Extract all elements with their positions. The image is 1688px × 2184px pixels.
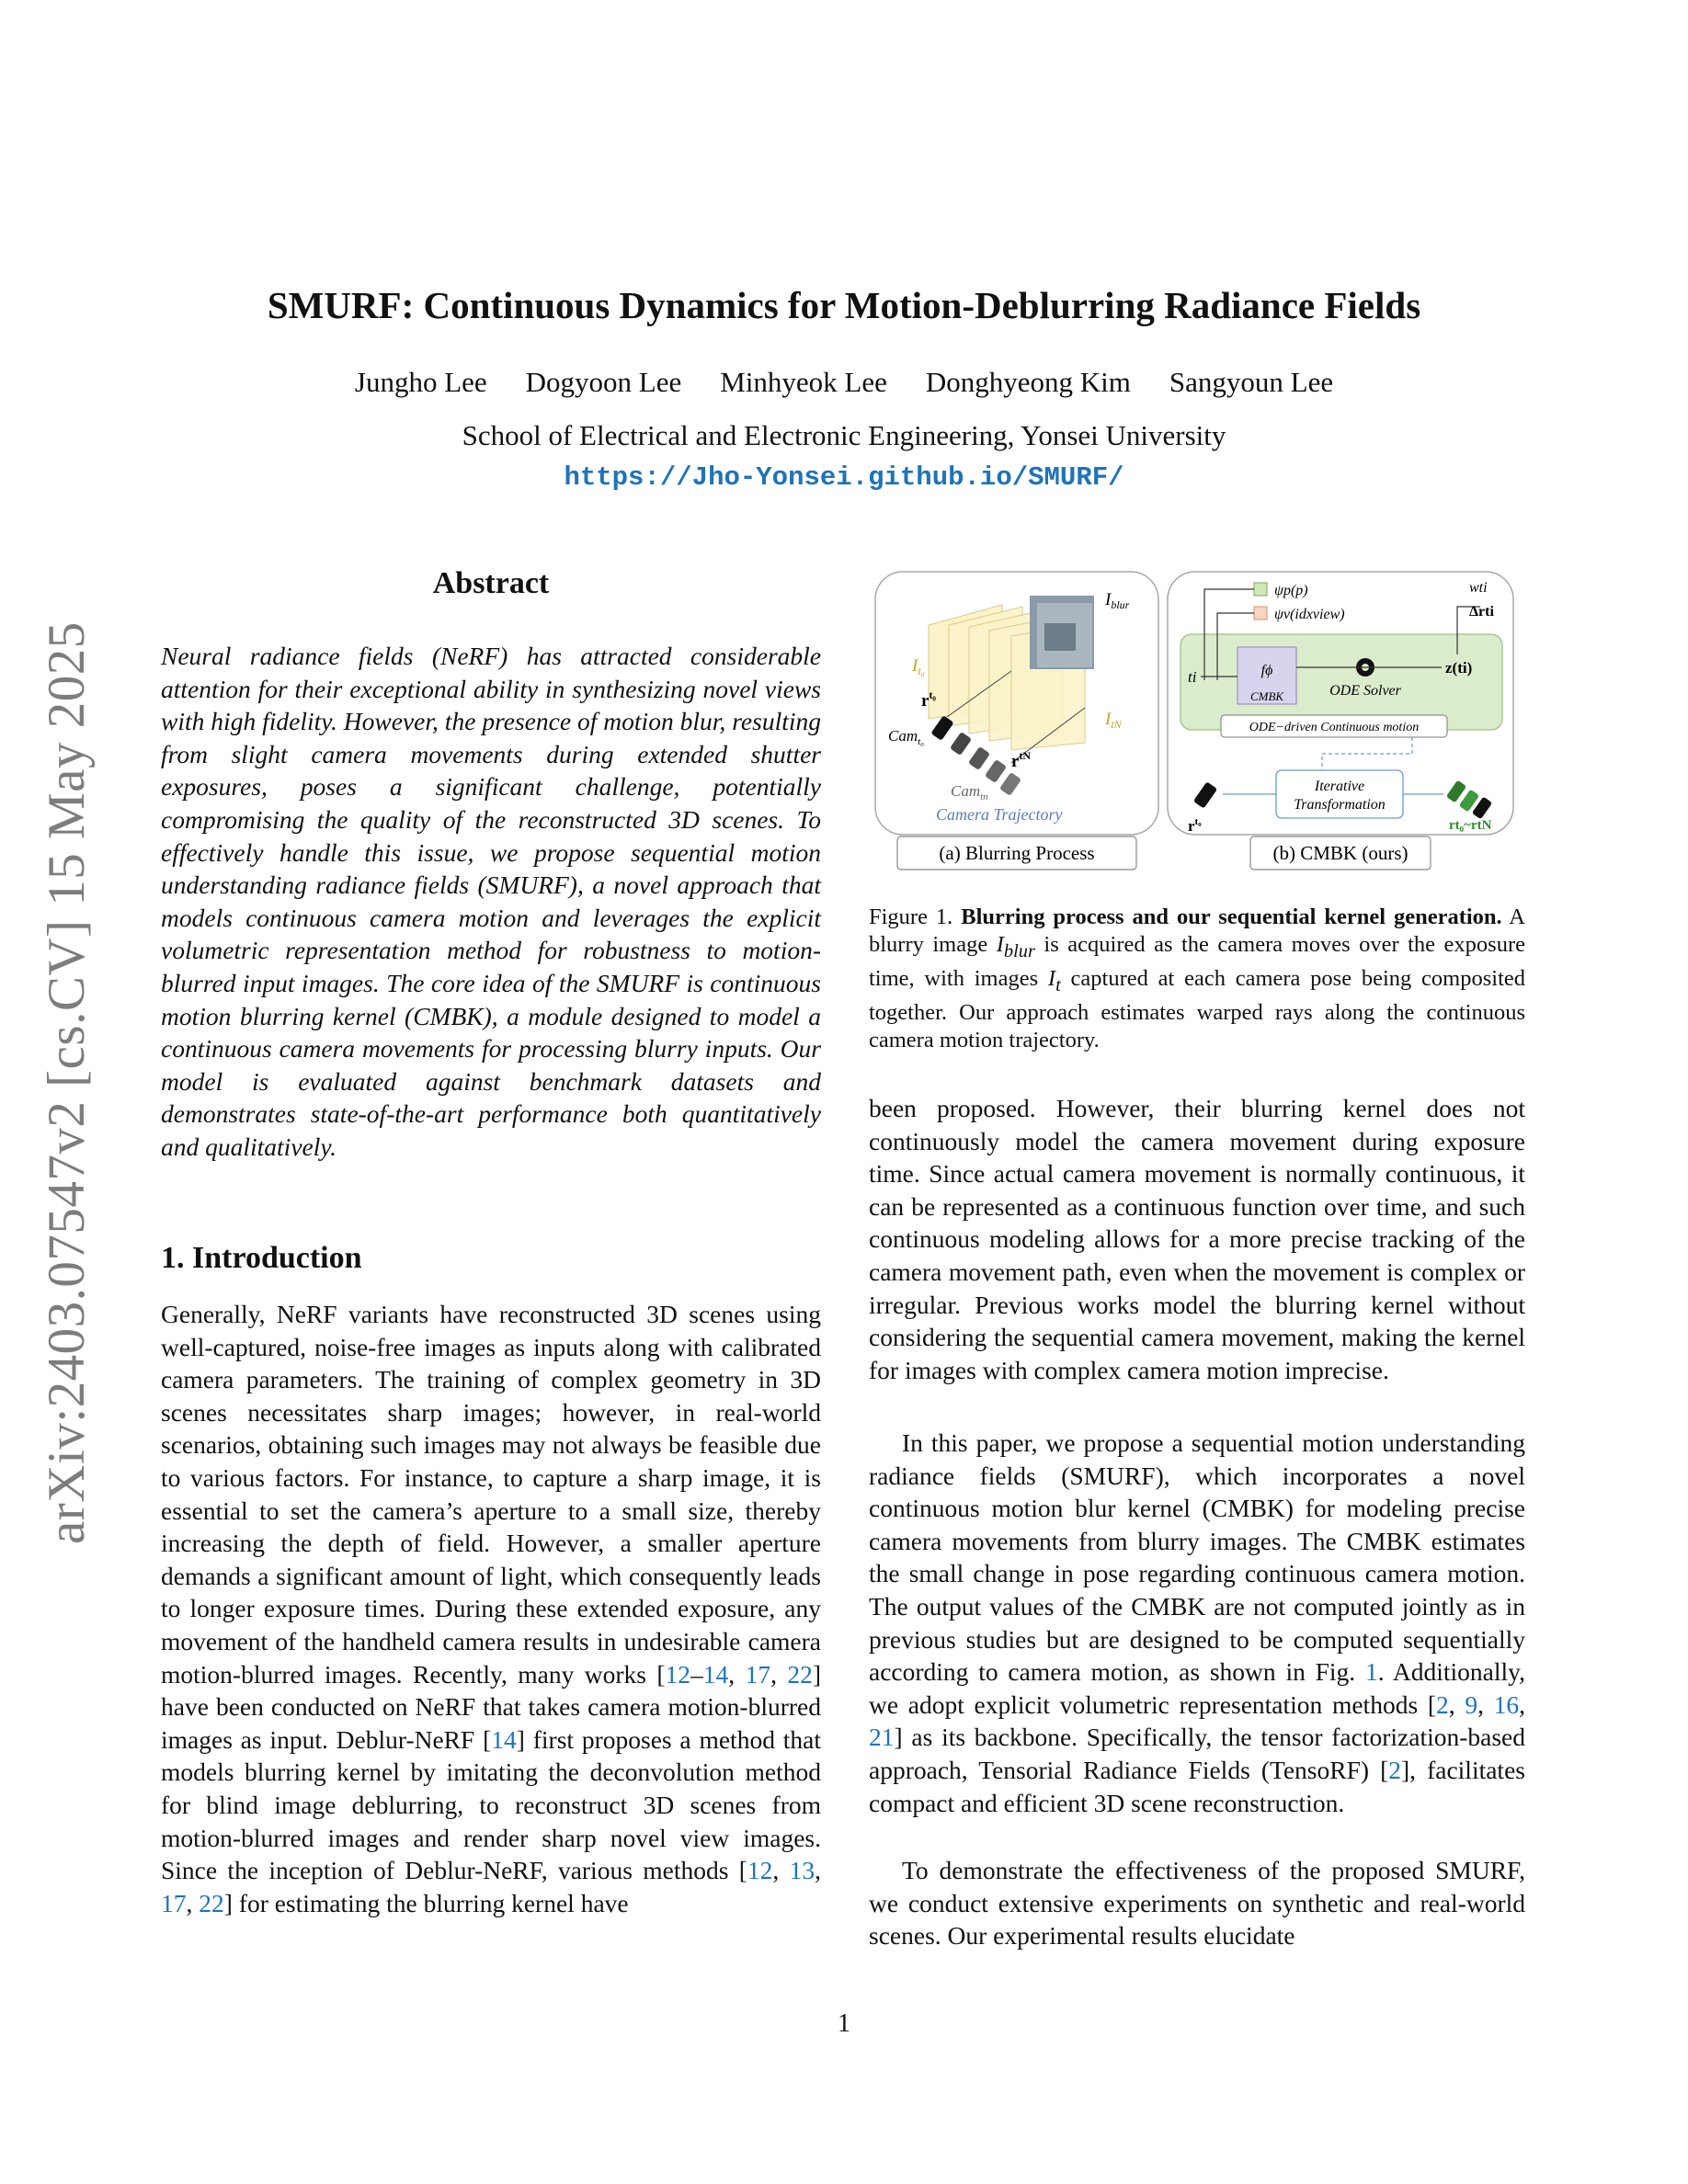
r-range-label: rt₀~rtN: [1449, 818, 1492, 833]
camera-trajectory-label: Camera Trajectory: [936, 805, 1063, 824]
intro-text-segment: ] have been conducted on NeRF that takes camera motion-blurred images as input. Deblur-NeRF [: [161, 1659, 822, 1754]
citation-link[interactable]: 9: [1465, 1689, 1478, 1719]
caption-math: I: [1047, 965, 1056, 991]
caption-math: I: [996, 932, 1004, 957]
arxiv-stamp: arXiv:2403.07547v2 [cs.CV] 15 May 2025: [38, 621, 96, 1544]
delta-r-label: Δrti: [1469, 604, 1494, 620]
citation-dash: –: [690, 1659, 703, 1689]
project-url-link[interactable]: https://Jho-Yonsei.github.io/SMURF/: [564, 462, 1124, 493]
author: Dogyoon Lee: [525, 366, 682, 398]
intro-text-segment: ] for estimating the blurring kernel have: [223, 1888, 629, 1917]
cmbk-label: CMBK: [1249, 689, 1284, 703]
citation-link[interactable]: 14: [491, 1724, 517, 1754]
citation-link[interactable]: 2: [1436, 1689, 1449, 1719]
citation-link[interactable]: 21: [869, 1723, 895, 1752]
cam-t0-label: Cam$_{t_0}$: [888, 727, 925, 747]
abstract-heading: Abstract: [432, 566, 550, 600]
citation-link[interactable]: 22: [787, 1659, 813, 1689]
cam-tn-label: Cam$_{tn}$: [951, 782, 988, 802]
panel-b-label: (b) CMBK (ours): [1272, 842, 1409, 864]
caption-label: Figure 1.: [869, 904, 953, 929]
figure-1: [873, 570, 1517, 878]
paper-title: SMURF: Continuous Dynamics for Motion-Deblurring Radiance Fields: [267, 284, 1421, 326]
page-number: 1: [838, 2009, 850, 2038]
author: Jungho Lee: [354, 366, 487, 398]
citation-link[interactable]: 17: [745, 1659, 771, 1689]
figure-1-caption: [869, 904, 1525, 1054]
figure-ref-link[interactable]: 1: [1364, 1657, 1378, 1687]
citation-link[interactable]: 16: [1493, 1689, 1520, 1719]
iterative-label: Iterative: [1314, 779, 1365, 794]
author: Donghyeong Kim: [925, 366, 1131, 398]
caption-text: captured at each camera pose being composited together. Our approach estimates warped rays along the continuous camera motion trajectory.: [869, 965, 1526, 1052]
citation-link[interactable]: 14: [702, 1659, 729, 1689]
author-list: [0, 366, 1688, 399]
i-tn-label: $I_{tN}$: [1105, 710, 1122, 731]
right-paragraph-2: In this paper, we propose a sequential motion understanding radiance fields (SMURF), which incorporates a novel continuous motion blur kernel (CMBK) for modeling precise camera movements from blurry images. The CMBK estimates the small change in pose regarding continuous camera motion. The output values of the CMBK are not computed jointly as in previous studies but are designed to be computed sequentially according to camera motion, as shown in Fig. 1. Additionally, we adopt explicit volumetric representation methods [2, 9, 16, 21] as its backbone. Specifically, the tensor factorization-based approach, Tensorial Radiance Fields (TensoRF) [2], facilitates compact and efficient 3D scene reconstruction.: [869, 1428, 1525, 1817]
i-t0-label: $I_{t_0}$: [912, 656, 925, 677]
r-t0-b-label: $r^{t_0}$: [1188, 816, 1202, 835]
caption-text: A blurry image: [869, 904, 1525, 957]
abstract-text: Neural radiance fields (NeRF) has attracted considerable attention for their exceptional ability in synthesizing novel views with high fidelity. However, the presence of motion blur, resulting from slight camera movements during extended shutter exposures, poses a significant challenge, potentially compromising the quality of the reconstructed 3D scenes. To effectively handle this issue, we propose sequential motion understanding radiance fields (SMURF), a novel approach that models continuous camera motion and leverages the explicit volumetric representation method for robustness to motion-blurred input images. The core idea of the SMURF is continuous motion blurring kernel (CMBK), a module designed to model a continuous camera movements for processing blurry inputs. Our model is evaluated against benchmark datasets and demonstrates state-of-the-art performance both quantitatively and qualitatively.: [161, 642, 821, 1161]
citation-link[interactable]: 17: [161, 1888, 187, 1917]
cube-icon: [1254, 607, 1267, 620]
r-tn-label: $r^{tN}$: [1011, 749, 1032, 771]
citation-link[interactable]: 22: [199, 1888, 224, 1917]
cube-icon: [1254, 583, 1267, 596]
blurry-image: [1030, 596, 1094, 669]
caption-math-sub: blur: [1003, 940, 1035, 961]
citation-link[interactable]: 2: [1388, 1755, 1402, 1784]
intro-paragraph: Generally, NeRF variants have reconstructed 3D scenes using well-captured, noise-free images as inputs along with calibrated camera parameters. The training of complex geometry in 3D scenes necessitates sharp images; however, in real-world scenarios, obtaining such images may not always be feasible due to various factors. For instance, to capture a sharp image, it is essential to set the camera’s aperture to a small size, thereby increasing the depth of field. However, a smaller aperture demands a significant amount of light, which consequently leads to longer exposure times. During these extended exposure, any movement of the handheld camera results in undesirable camera motion-blurred images. Recently, many works [12–14, 17, 22] have been conducted on NeRF that takes camera motion-blurred images as input. Deblur-NeRF [14] first proposes a method that models blurring kernel by imitating the deconvolution method for blind image deblurring, to reconstruct 3D scenes from motion-blurred images and render sharp novel view images. Since the inception of Deblur-NeRF, various methods [12, 13, 17, 22] for estimating the blurring kernel have: [161, 1300, 822, 1917]
psi-v-label: ψv(idxview): [1274, 607, 1345, 622]
caption-math-sub: t: [1055, 974, 1061, 995]
citation-link[interactable]: 12: [665, 1659, 691, 1689]
right-text-segment: . Additionally, we adopt explicit volumetric representation methods [: [869, 1657, 1525, 1719]
right-text-segment: ] as its backbone. Specifically, the tensor factorization-based approach, Tensorial Radiance Fields (TensoRF) [: [869, 1723, 1525, 1784]
transformation-label: Transformation: [1294, 797, 1386, 813]
author: Sangyoun Lee: [1169, 366, 1334, 398]
right-text-segment: ], facilitates compact and efficient 3D scene reconstruction.: [869, 1755, 1525, 1817]
citation-link[interactable]: 12: [747, 1856, 773, 1885]
citation-link[interactable]: 13: [789, 1856, 815, 1885]
affiliation: School of Electrical and Electronic Engineering, Yonsei University: [462, 419, 1226, 451]
figure-1-diagram: [873, 570, 1517, 878]
f-phi-label: fϕ: [1260, 663, 1273, 678]
caption-bold: Blurring process and our sequential kernel generation.: [961, 904, 1502, 929]
ode-label: ODE−driven Continuous motion: [1249, 721, 1420, 734]
caption-text: is acquired as the camera moves over the exposure time, with images: [869, 932, 1525, 991]
t-i-label: ti: [1188, 668, 1197, 686]
author: Minhyeok Lee: [720, 366, 887, 398]
intro-heading: 1. Introduction: [161, 1241, 362, 1275]
right-paragraph-1: been proposed. However, their blurring kernel does not continuously model the camera movement during exposure time. Since actual camera movement is normally continuous, it can be represented as a continuous function over time, and such continuous modeling allows for a more precise tracking of the camera movement path, even when the movement is complex or irregular. Previous works model the blurring kernel without considering the sequential camera movement, making the kernel for images with complex camera motion imprecise.: [869, 1094, 1525, 1384]
w-ti-label: wti: [1469, 580, 1488, 596]
panel-a-label: (a) Blurring Process: [939, 842, 1095, 864]
r-t0-label: $r^{t_0}$: [921, 688, 937, 711]
right-text-segment: In this paper, we propose a sequential motion understanding radiance fields (SMURF), which incorporates a novel continuous motion blur kernel (CMBK) for modeling precise camera movements from blurry images. The CMBK estimates the small change in pose regarding continuous camera motion. The output values of the CMBK are not computed jointly as in previous studies but are designed to be computed sequentially according to camera motion, as shown in Fig.: [869, 1428, 1525, 1687]
z-ti-label: z(ti): [1445, 659, 1473, 677]
right-paragraph-3: To demonstrate the effectiveness of the proposed SMURF, we conduct extensive experiments on synthetic and real-world scenes. Our experimental results elucidate: [869, 1856, 1525, 1951]
i-blur-label: $I_{blur}$: [1105, 590, 1130, 611]
psi-p-label: ψp(p): [1274, 583, 1308, 598]
intro-text-segment: Generally, NeRF variants have reconstructed 3D scenes using well-captured, noise-free images as inputs along with calibrated camera parameters. The training of complex geometry in 3D scenes necessitates sharp images; however, in real-world scenarios, obtaining such images may not always be feasible due to various factors. For instance, to capture a sharp image, it is essential to set the camera’s aperture to a small size, thereby increasing the depth of field. However, a smaller aperture demands a significant amount of light, which consequently leads to longer exposure times. During these extended exposure, any movement of the handheld camera results in undesirable camera motion-blurred images. Recently, many works [: [161, 1300, 821, 1689]
intro-text-segment: ] first proposes a method that models blurring kernel by imitating the deconvolution method for blind image deblurring, to reconstruct 3D scenes from motion-blurred images and render sharp novel view images. Since the inception of Deblur-NeRF, various methods [: [161, 1724, 821, 1885]
ode-solver-label: ODE Solver: [1329, 683, 1401, 699]
